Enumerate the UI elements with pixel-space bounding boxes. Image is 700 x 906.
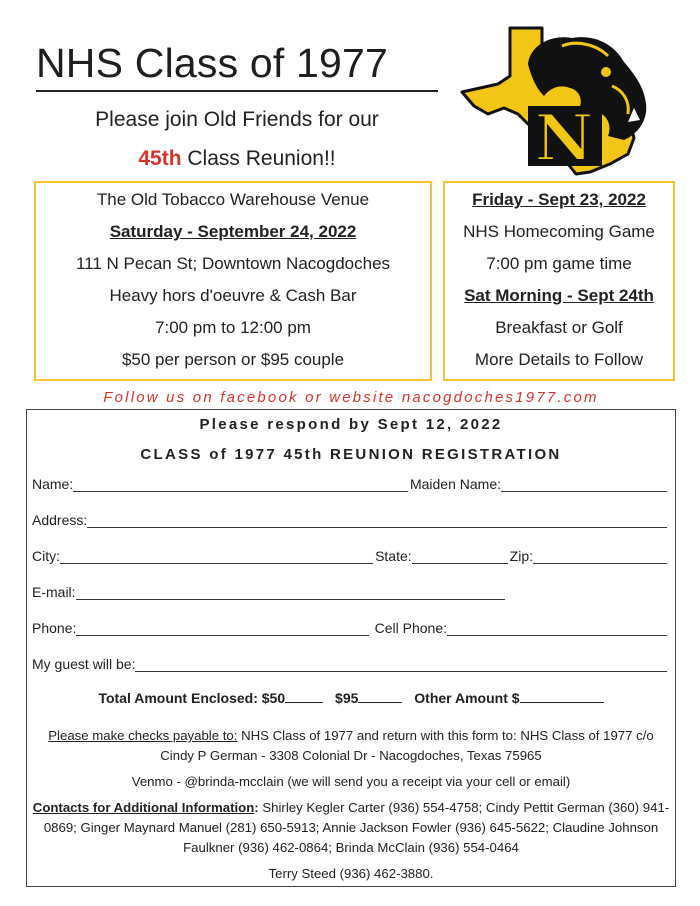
- ninety-five-dollar-field[interactable]: [358, 691, 402, 703]
- venmo-info: Venmo - @brinda-mcclain (we will send you a receipt via your cell or email): [131, 774, 571, 789]
- food-info: Heavy hors d'oeuvre & Cash Bar: [109, 286, 357, 305]
- checks-payable-label: Please make checks payable to:: [48, 728, 238, 743]
- name-label: Name:: [32, 476, 74, 492]
- reunion-number: 45th: [138, 147, 182, 170]
- ticket-price: $50 per person or $95 couple: [121, 350, 345, 369]
- last-contact: Terry Steed (936) 462-3880.: [268, 866, 434, 881]
- state-field[interactable]: [412, 550, 508, 564]
- registration-heading: CLASS of 1977 45th REUNION REGISTRATION: [140, 446, 562, 463]
- bulldog-eye: [601, 67, 611, 77]
- saturday-event-box: [34, 181, 432, 381]
- other-amount-label: Other Amount $: [414, 690, 520, 706]
- zip-field[interactable]: [533, 550, 667, 564]
- guest-label: My guest will be:: [32, 656, 136, 672]
- contacts-info: [31, 798, 671, 858]
- address-row: [32, 508, 669, 528]
- ninety-five-label: $95: [335, 690, 359, 706]
- other-amount-field[interactable]: [520, 691, 604, 703]
- venue-address: 111 N Pecan St; Downtown Nacogdoches: [75, 254, 391, 273]
- contacts-list: Shirley Kegler Carter (936) 554-4758; Cindy Pettit German (360) 941-0869; Ginger Maynard Manuel (281) 650-5913; Annie Jackson Fowler (936) 645-5622; Claudine Johnson Faulkner (936) 462-0864; Brinda McClain (936) 554-0464: [43, 800, 670, 855]
- cell-phone-field[interactable]: [447, 622, 667, 636]
- texas-bulldog-logo: [458, 24, 652, 180]
- maiden-name-label: Maiden Name:: [409, 476, 501, 492]
- guest-field[interactable]: [135, 658, 667, 672]
- contacts-colon: :: [254, 800, 259, 815]
- cell-phone-label: Cell Phone:: [374, 620, 447, 636]
- maiden-name-field[interactable]: [501, 478, 667, 492]
- name-row: [32, 472, 669, 492]
- payment-instructions: [31, 726, 671, 766]
- zip-label: Zip:: [509, 548, 533, 564]
- city-row: [32, 544, 669, 564]
- friday-event-box: [443, 181, 675, 381]
- total-label: Total Amount Enclosed: $50: [98, 690, 286, 706]
- homecoming-game: NHS Homecoming Game: [463, 222, 655, 241]
- respond-deadline: Please respond by Sept 12, 2022: [199, 416, 503, 433]
- reunion-line: [36, 147, 438, 171]
- friday-date: Friday - Sept 23, 2022: [472, 190, 646, 209]
- email-row: [32, 580, 507, 600]
- state-label: State:: [375, 548, 412, 564]
- contacts-label: Contacts for Additional Information: [32, 800, 255, 815]
- venue-name: The Old Tobacco Warehouse Venue: [96, 190, 370, 209]
- city-field[interactable]: [60, 550, 373, 564]
- city-label: City:: [32, 548, 60, 564]
- morning-activity: Breakfast or Golf: [495, 318, 623, 337]
- event-time: 7:00 pm to 12:00 pm: [155, 318, 311, 337]
- checks-payable-text: NHS Class of 1977 and return with this form to: NHS Class of 1977 c/o Cindy P German - 3308 Colonial Dr - Nacogdoches, Texas 75965: [160, 728, 654, 763]
- email-label: E-mail:: [32, 584, 76, 600]
- name-field[interactable]: [73, 478, 408, 492]
- saturday-morning-date: Sat Morning - Sept 24th: [464, 286, 654, 305]
- more-details: More Details to Follow: [474, 350, 644, 369]
- email-field[interactable]: [76, 586, 505, 600]
- registration-form: [26, 409, 676, 887]
- follow-us-line: Follow us on facebook or website nacogdoches1977.com: [103, 389, 599, 406]
- game-time: 7:00 pm game time: [486, 254, 632, 273]
- reunion-text: Class Reunion!!: [181, 147, 336, 170]
- saturday-date: Saturday - September 24, 2022: [109, 222, 357, 241]
- address-label: Address:: [32, 512, 88, 528]
- guest-row: [32, 652, 669, 672]
- total-amount-row: [27, 690, 675, 706]
- invitation-line: Please join Old Friends for our: [95, 108, 379, 131]
- logo-letter: N: [534, 101, 594, 176]
- phone-label: Phone:: [32, 620, 77, 636]
- address-field[interactable]: [87, 514, 667, 528]
- phone-field[interactable]: [76, 622, 368, 636]
- fifty-dollar-field[interactable]: [285, 691, 323, 703]
- page-title: NHS Class of 1977: [36, 40, 389, 86]
- title-underline: [36, 90, 438, 92]
- phone-row: [32, 616, 669, 636]
